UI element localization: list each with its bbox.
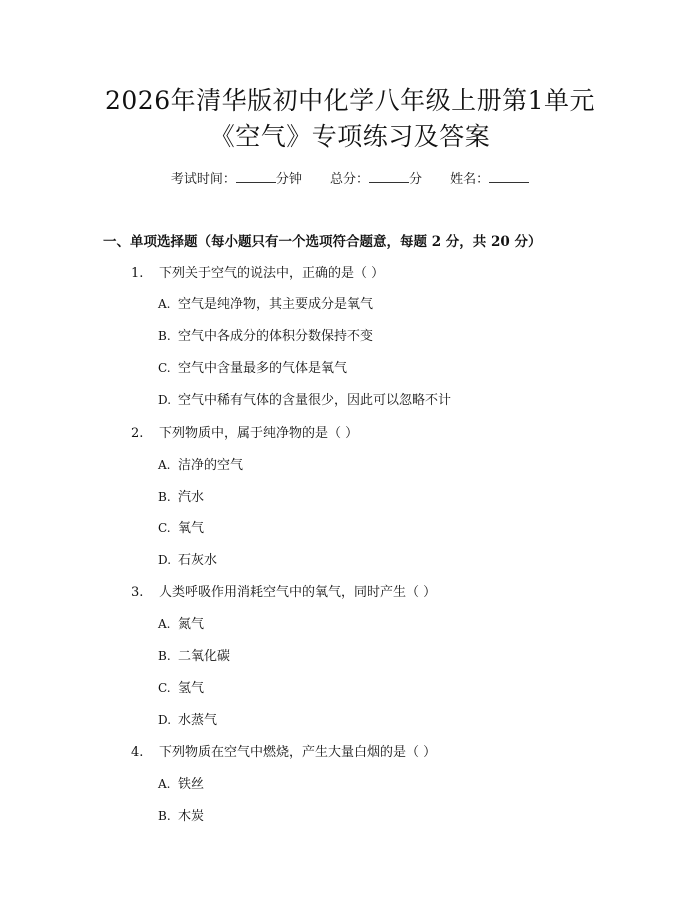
page-title-line1: 2026年清华版初中化学八年级上册第1单元: [104, 86, 596, 115]
option-text: 氧气: [178, 521, 205, 536]
option-text: 氢气: [178, 681, 205, 696]
student-name-label: 姓名：: [450, 172, 490, 187]
option-text: 铁丝: [178, 777, 205, 792]
q4-option-a: [158, 773, 204, 792]
option-letter: A.: [158, 458, 171, 472]
question-2: [131, 422, 358, 441]
option-text: 二氧化碳: [178, 649, 231, 664]
q1-option-b: [158, 325, 373, 344]
exam-time-unit: 分钟: [275, 172, 302, 187]
exam-info-line: [0, 168, 700, 187]
section-heading-single-choice: 一、单项选择题（每小题只有一个选项符合题意，每题 2 分，共 20 分）: [103, 234, 542, 250]
q2-option-d: [158, 549, 217, 568]
q1-option-d: [158, 389, 451, 408]
q4-option-b: [158, 805, 204, 824]
question-text: 下列物质中，属于纯净物的是（ ）: [159, 426, 359, 441]
option-letter: A.: [158, 297, 171, 311]
q2-option-a: [158, 454, 243, 473]
question-text: 下列物质在空气中燃烧，产生大量白烟的是（ ）: [159, 745, 437, 760]
option-text: 汽水: [178, 490, 205, 505]
q2-option-b: [158, 486, 204, 505]
option-letter: D.: [158, 713, 172, 727]
student-name-blank: [489, 171, 529, 183]
q3-option-a: [158, 613, 204, 632]
q3-option-c: [158, 677, 204, 696]
option-letter: D.: [158, 553, 172, 567]
q3-option-b: [158, 645, 230, 664]
student-name-field: [450, 172, 529, 187]
option-text: 洁净的空气: [178, 458, 244, 473]
exam-time-label: 考试时间：: [170, 172, 236, 187]
option-letter: B.: [158, 490, 171, 504]
q3-option-d: [158, 709, 217, 728]
option-letter: A.: [158, 777, 171, 791]
option-text: 空气中含量最多的气体是氧气: [178, 361, 348, 376]
option-text: 空气中稀有气体的含量很少，因此可以忽略不计: [178, 393, 452, 408]
option-text: 水蒸气: [178, 713, 218, 728]
exam-time-blank: [236, 171, 276, 183]
option-letter: C.: [158, 681, 171, 695]
option-text: 木炭: [178, 809, 205, 824]
option-text: 空气中各成分的体积分数保持不变: [178, 329, 374, 344]
question-3: [131, 581, 436, 600]
question-number: 3.: [131, 585, 144, 600]
option-letter: B.: [158, 329, 171, 343]
option-letter: C.: [158, 361, 171, 375]
option-letter: A.: [158, 617, 171, 631]
option-letter: B.: [158, 649, 171, 663]
option-letter: C.: [158, 521, 171, 535]
q1-option-c: [158, 357, 347, 376]
question-1: [131, 262, 384, 281]
total-score-field: [330, 172, 422, 187]
question-number: 1.: [131, 266, 144, 281]
option-text: 氮气: [178, 617, 205, 632]
question-text: 下列关于空气的说法中，正确的是（ ）: [159, 266, 385, 281]
option-text: 石灰水: [178, 553, 218, 568]
q1-option-a: [158, 293, 373, 312]
option-letter: B.: [158, 809, 171, 823]
total-score-blank: [369, 171, 409, 183]
question-number: 4.: [131, 745, 144, 760]
question-text: 人类呼吸作用消耗空气中的氧气，同时产生（ ）: [159, 585, 437, 600]
exam-time-field: [171, 172, 302, 187]
total-score-label: 总分：: [329, 172, 369, 187]
question-4: [131, 741, 436, 760]
question-number: 2.: [131, 426, 144, 441]
option-text: 空气是纯净物，其主要成分是氧气: [178, 297, 374, 312]
total-score-unit: 分: [409, 172, 423, 187]
page-title-line2: 《空气》专项练习及答案: [209, 122, 491, 151]
option-letter: D.: [158, 393, 172, 407]
q2-option-c: [158, 517, 204, 536]
